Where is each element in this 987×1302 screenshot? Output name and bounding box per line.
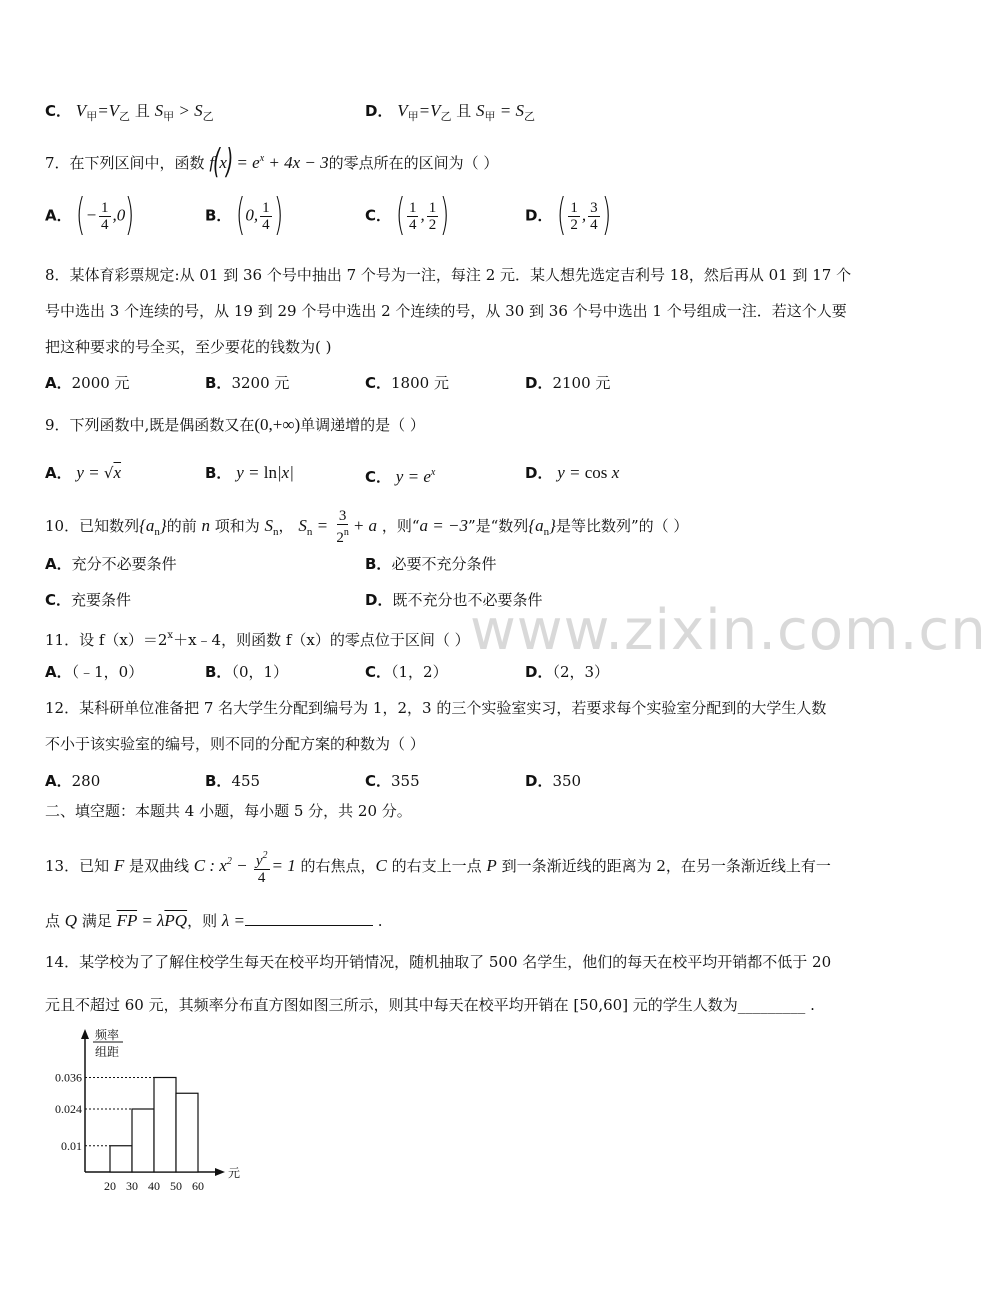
watermark: www.zixin.com.cn [470,598,987,663]
q10-stem: 10．已知数列$\{a_n\}$的前 n 项和为 $S_n$， $S_n$ = $\frac{3}{2^n}$ + a ，则“a = −3”是“数列$\{a_n\}$是等比数列”的（ ） [45,508,689,546]
q12-line-1: 12．某科研单位准备把 7 名大学生分配到编号为 1，2，3 的三个实验室实习，若要求每个实验室分配到的大学生人数 [45,699,827,717]
q10-option-b: B．必要不充分条件 [365,555,497,573]
x-label: 元 [228,1166,241,1180]
histogram-bar [176,1093,198,1172]
x-tick-label: 20 [104,1179,116,1193]
q11-option-a: A．（﹣1，0） [45,663,144,681]
y-tick-label: 0.01 [61,1138,82,1153]
q8-line-3: 把这种要求的号全买，至少要花的钱数为( ) [45,338,332,356]
option-label: D． [365,102,393,120]
q7-function: $f(x) = e^x + 4x - 3$ [209,142,329,183]
histogram-bar [154,1078,176,1173]
x-axis-arrow [215,1168,225,1176]
x-tick-label: 40 [148,1179,160,1193]
q10-option-a: A．充分不必要条件 [45,555,177,573]
q8-option-c: C．1800 元 [365,374,449,392]
x-tick-label: 50 [170,1179,182,1193]
answer-blank[interactable] [245,925,373,926]
q7-stem: 7．在下列区间中，函数 $f(x) = e^x + 4x - 3$的零点所在的区间为（ ） [45,142,499,183]
y-label-top: 频率 [95,1028,120,1042]
q6-option-d-math: $V_甲=V_乙$ [397,101,452,123]
q7-option-d: D． ( $\frac{1}{2}$ , $\frac{3}{4}$ ) [525,188,611,240]
q9-option-b: B． y = ln|x| [205,463,294,482]
x-tick-label: 60 [192,1179,204,1193]
section-heading: 二、填空题：本题共 4 小题，每小题 5 分，共 20 分。 [45,802,412,820]
q7-option-a: A． (− $\frac{1}{4}$ ,0) [45,188,135,240]
q13-line-1: 13．已知 F 是双曲线 C : $x^2$ − $\frac{y^2}{4}$ = 1 的右焦点，C 的右支上一点 P 到一条渐近线的距离为 2，在另一条渐近线上有一 [45,850,831,886]
q12-option-d: D．350 [525,772,582,790]
q7-option-c: C． ( $\frac{1}{4}$ , $\frac{1}{2}$ ) [365,188,450,240]
q6-option-d: D． $V_甲=V_乙$ 且 $S_甲 = S_乙$ [365,101,536,123]
q9-option-d: D． y = cos x [525,463,620,482]
y-tick-label: 0.024 [55,1102,82,1116]
q8-line-2: 号中选出 3 个连续的号，从 19 到 29 个号中选出 2 个连续的号，从 30 到 36 个号中选出 1 个号组成一注．若这个人要 [45,302,847,320]
q13-line-2: 点 Q 满足 $\overline{FP} = \lambda\overline{PQ}$，则 λ = . [45,911,383,930]
q12-option-c: C．355 [365,772,420,790]
q9-stem: 9．下列函数中,既是偶函数又在(0,+∞)单调递增的是（ ） [45,415,425,434]
y-label-bottom: 组距 [95,1045,120,1059]
q11-option-b: B．（0，1） [205,663,289,681]
q9-option-c: C． $y = e^x$ [365,467,436,486]
q8-option-a: A．2000 元 [45,374,130,392]
q7-option-b: B． (0, $\frac{1}{4}$ ) [205,188,283,240]
x-tick-label: 30 [126,1179,138,1193]
q11-option-c: C．（1，2） [365,663,448,681]
q11-option-d: D．（2，3） [525,663,610,681]
q14-line-1: 14．某学校为了了解住校学生每天在校平均开销情况，随机抽取了 500 名学生，他们的每天在校平均开销都不低于 20 [45,953,832,971]
q11-stem: 11．设 $f(x)=2^x+x﹣4$，则函数 f（x）的零点位于区间（ ） [45,630,470,649]
q14-line-2: 元且不超过 60 元，其频率分布直方图如图三所示，则其中每天在校平均开销在 [50,60] 元的学生人数为_________ . [45,996,815,1014]
q9-option-a: A． y = √x [45,463,122,482]
histogram-bar [110,1146,132,1172]
y-axis-arrow [81,1029,89,1039]
option-label: C． [45,102,72,120]
q12-option-b: B．455 [205,772,261,790]
y-tick-label: 0.036 [55,1070,82,1085]
histogram-bar [132,1109,154,1172]
q12-line-2: 不小于该实验室的编号，则不同的分配方案的种数为（ ） [45,735,425,753]
frequency-histogram [40,1025,250,1200]
q6-option-c: C． $V_甲=V_乙$ 且 $S_甲 > S_乙$ [45,101,214,123]
q12-option-a: A．280 [45,772,101,790]
q8-option-d: D．2100 元 [525,374,611,392]
q8-option-b: B．3200 元 [205,374,290,392]
q10-option-c: C．充要条件 [45,591,132,609]
q10-option-d: D．既不充分也不必要条件 [365,591,543,609]
q6-option-c-math: $V_甲=V_乙$ [75,101,131,123]
q8-line-1: 8．某体育彩票规定:从 01 到 36 个号中抽出 7 个号为一注，每注 2 元．某人想先选定吉利号 18，然后再从 01 到 17 个 [45,266,852,284]
